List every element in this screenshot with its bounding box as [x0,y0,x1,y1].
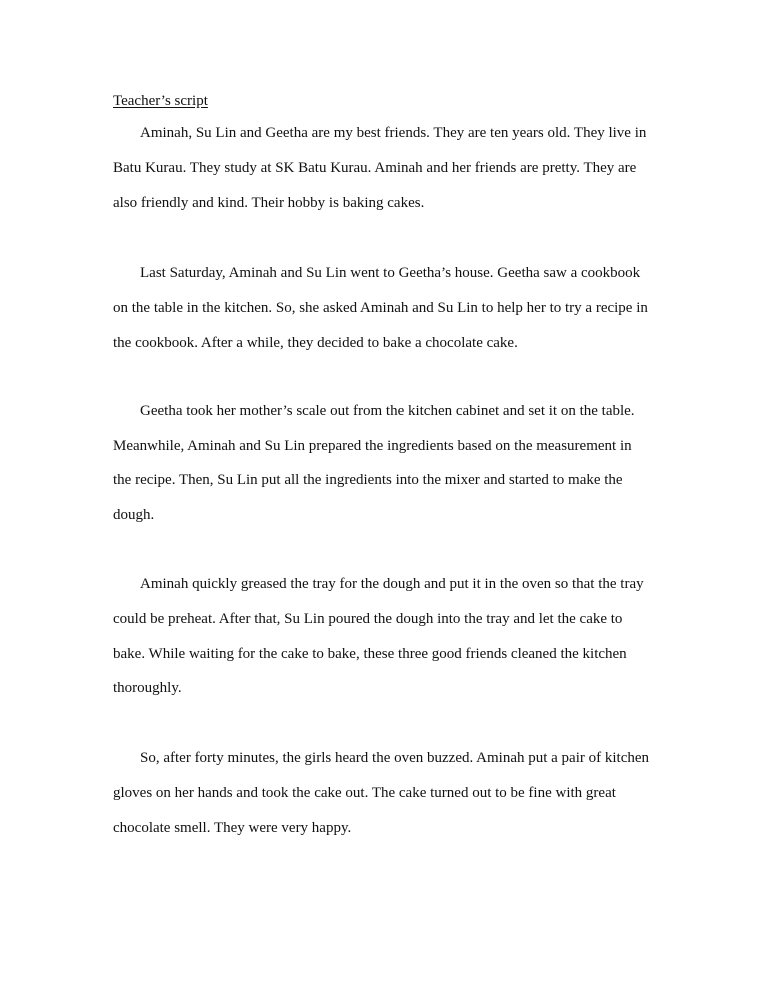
paragraph-line: gloves on her hands and took the cake out. The cake turned out to be fine with great [113,785,616,801]
paragraph-line: thoroughly. [113,680,182,696]
paragraph-line: also friendly and kind. Their hobby is baking cakes. [113,195,425,211]
paragraph-line: Aminah, Su Lin and Geetha are my best friends. They are ten years old. They live in [140,125,647,141]
paragraph-line: Aminah quickly greased the tray for the dough and put it in the oven so that the tray [140,576,644,592]
paragraph-line: dough. [113,507,155,523]
paragraph-line: the recipe. Then, Su Lin put all the ingredients into the mixer and started to make the [113,472,623,488]
paragraph-line: Meanwhile, Aminah and Su Lin prepared the ingredients based on the measurement in [113,438,632,454]
paragraph-line: could be preheat. After that, Su Lin poured the dough into the tray and let the cake to [113,611,623,627]
paragraph-line: bake. While waiting for the cake to bake, these three good friends cleaned the kitchen [113,646,627,662]
page-title: Teacher’s script [113,93,208,109]
paragraph-line: Last Saturday, Aminah and Su Lin went to Geetha’s house. Geetha saw a cookbook [140,265,641,281]
paragraph-line: So, after forty minutes, the girls heard the oven buzzed. Aminah put a pair of kitchen [140,750,650,766]
paragraph-line: Geetha took her mother’s scale out from the kitchen cabinet and set it on the table. [140,403,635,419]
paragraph-line: Batu Kurau. They study at SK Batu Kurau. Aminah and her friends are pretty. They are [113,160,637,176]
paragraph-line: the cookbook. After a while, they decided to bake a chocolate cake. [113,335,518,351]
paragraph-line: chocolate smell. They were very happy. [113,820,352,836]
paragraph-line: on the table in the kitchen. So, she asked Aminah and Su Lin to help her to try a recipe in [113,300,648,316]
